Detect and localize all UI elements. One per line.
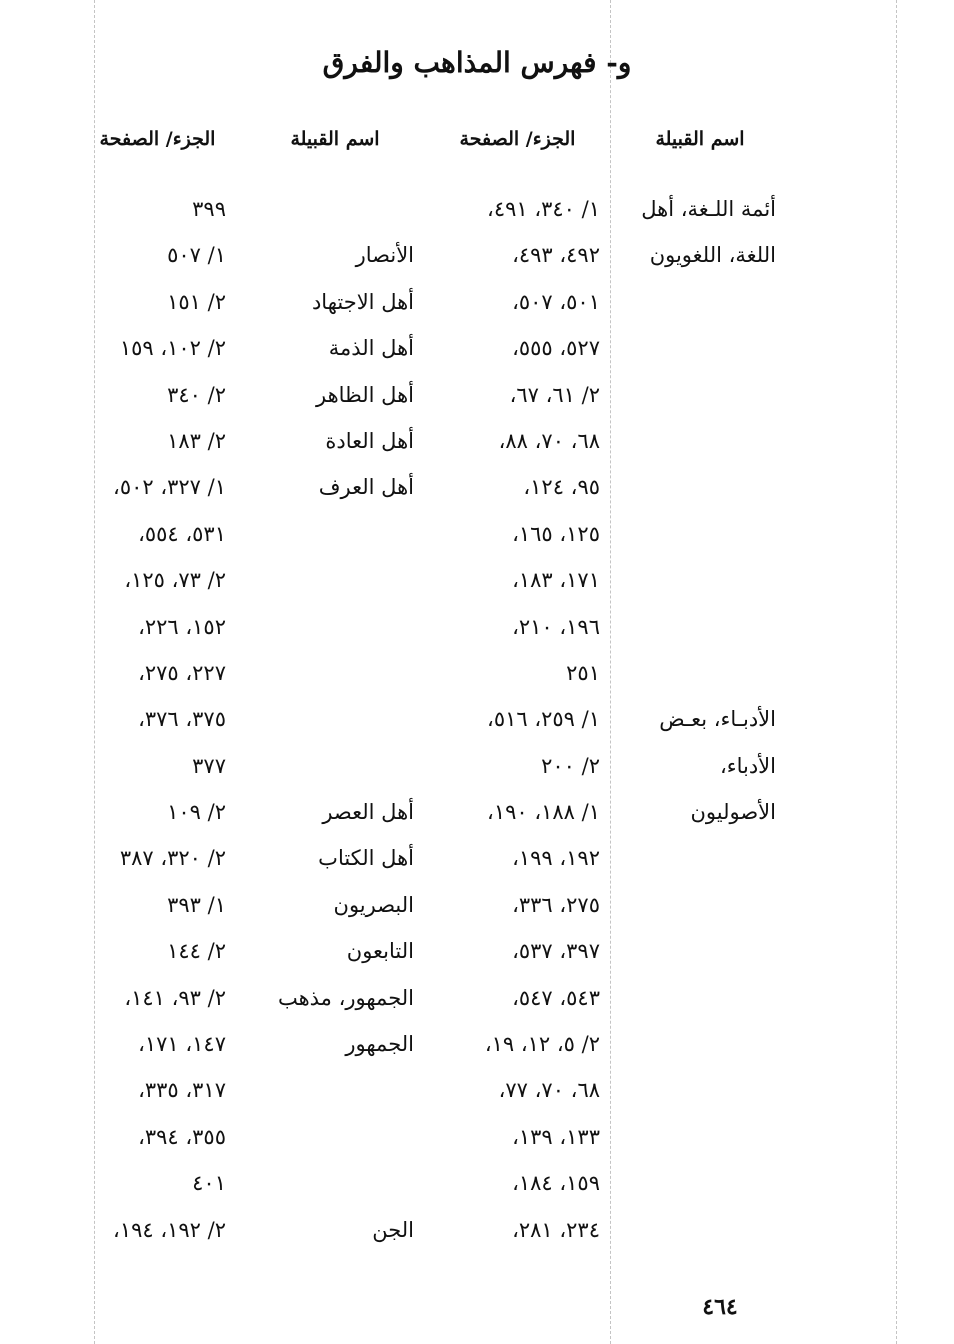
entry-pages-right: ٥٠١، ٥٠٧،: [512, 289, 600, 314]
entry-pages-right: ١/ ٣٤٠، ٤٩١،: [487, 197, 600, 221]
entry-pages-right: ٢/ ٥، ١٢، ١٩،: [484, 1032, 600, 1057]
entry-pages-right: ٢/ ٢٠٠: [541, 753, 600, 778]
header-right-page: الجزء/ الصفحة: [459, 128, 576, 150]
entry-pages-left: ٣٧٥، ٣٧٦،: [138, 707, 226, 732]
table-row: [0, 513, 954, 559]
entry-pages-left: ٢/ ٣٤٠: [167, 382, 226, 407]
entry-name-right: الأصوليون: [690, 800, 776, 825]
entry-pages-right: ٣٩٧، ٥٣٧،: [512, 939, 600, 964]
entry-pages-left: ٣١٧، ٣٣٥،: [138, 1078, 226, 1103]
entry-name-left: التابعون: [346, 939, 414, 964]
entry-pages-right: ٦٨، ٧٠، ٨٨،: [498, 428, 600, 453]
entry-pages-left: ٢/ ٧٣، ١٢٥،: [124, 568, 226, 593]
entry-pages-left: ٢/ ١٠٩: [167, 800, 226, 825]
entry-pages-right: ٢/ ٦١، ٦٧،: [509, 382, 600, 407]
entry-pages-left: ١٤٧، ١٧١،: [138, 1032, 226, 1057]
table-row: [0, 930, 954, 976]
page-title: و- فهرس المذاهب والفرق: [322, 46, 632, 79]
entry-pages-left: ١/ ٣٩٣: [167, 892, 226, 917]
entry-pages-right: ١/ ١٨٨، ١٩٠،: [487, 800, 600, 825]
entry-pages-right: ٤٩٢، ٤٩٣،: [512, 243, 600, 268]
table-row: [0, 234, 954, 280]
entry-pages-right: ٢٥١: [566, 660, 600, 685]
entry-pages-left: ١/ ٥٠٧: [167, 243, 226, 268]
entry-name-right: الأدباء،: [719, 753, 776, 778]
entry-name-left: أهل العرف: [318, 475, 414, 500]
entry-pages-right: ١٧١، ١٨٣،: [512, 568, 600, 593]
entry-pages-left: ٢/ ١٠٢، ١٥٩: [119, 336, 226, 361]
table-row: [0, 1116, 954, 1162]
entry-name-left: أهل العصر: [322, 800, 414, 825]
entry-name-left: الجن: [372, 1217, 414, 1242]
entry-name-left: الأنصار: [355, 243, 414, 268]
entry-pages-left: ٣٧٧: [192, 753, 226, 778]
entry-name-right: اللغة، اللغويون: [649, 243, 776, 268]
entry-pages-left: ٥٣١، ٥٥٤،: [138, 521, 226, 546]
table-header: [0, 128, 954, 158]
table-row: [0, 281, 954, 327]
table-row: [0, 745, 954, 791]
table-row: [0, 1209, 954, 1255]
entry-pages-right: ١٣٣، ١٣٩،: [512, 1124, 600, 1149]
table-row: [0, 420, 954, 466]
entry-name-left: الجمهور: [345, 1032, 414, 1057]
table-row: [0, 977, 954, 1023]
page-number: ٤٦٤: [702, 1294, 738, 1320]
table-row: [0, 698, 954, 744]
entry-pages-right: ٦٨، ٧٠، ٧٧،: [498, 1078, 600, 1103]
table-row: [0, 791, 954, 837]
entry-pages-right: ٥٢٧، ٥٥٥،: [512, 336, 600, 361]
table-row: [0, 606, 954, 652]
entry-pages-left: ٤٠١: [192, 1171, 226, 1196]
table-row: [0, 188, 954, 234]
table-row: [0, 1162, 954, 1208]
entry-pages-left: ٢/ ١٨٣: [167, 428, 226, 453]
entry-pages-right: ٩٥، ١٢٤،: [523, 475, 600, 500]
entry-pages-left: ٢/ ٣٢٠، ٣٨٧: [119, 846, 226, 871]
entry-pages-left: ٢/ ١٩٢، ١٩٤،: [113, 1217, 226, 1242]
entry-pages-right: ١/ ٢٥٩، ٥١٦،: [487, 707, 600, 732]
entry-name-left: أهل الذمة: [328, 336, 414, 361]
table-row: [0, 374, 954, 420]
entry-pages-right: ١٩٦، ٢١٠،: [512, 614, 600, 639]
entry-pages-right: ١٢٥، ١٦٥،: [512, 521, 600, 546]
entry-name-left: أهل الظاهر: [315, 382, 414, 407]
entry-pages-right: ١٥٩، ١٨٤،: [512, 1171, 600, 1196]
entry-pages-left: ٢٢٧، ٢٧٥،: [138, 660, 226, 685]
table-row: [0, 884, 954, 930]
entry-pages-right: ٢٧٥، ٣٣٦،: [512, 892, 600, 917]
entry-name-left: أهل الاجتهاد: [311, 289, 414, 314]
entry-name-left: أهل الكتاب: [318, 846, 414, 871]
entry-pages-left: ١/ ٣٢٧، ٥٠٢،: [113, 475, 226, 500]
table-row: [0, 327, 954, 373]
header-left-page: الجزء/ الصفحة: [99, 128, 216, 150]
entry-pages-left: ١٥٢، ٢٢٦،: [138, 614, 226, 639]
entry-pages-right: ٥٤٣، ٥٤٧،: [512, 985, 600, 1010]
entry-pages-left: ٣٩٩: [192, 197, 226, 221]
entry-pages-left: ٢/ ١٥١: [167, 289, 226, 314]
table-row: [0, 837, 954, 883]
table-row: [0, 652, 954, 698]
entry-name-left: أهل العادة: [325, 428, 414, 453]
table-row: [0, 1069, 954, 1115]
table-row: [0, 559, 954, 605]
entry-name-right: أئمة اللـغة، أهل: [641, 197, 776, 221]
entry-name-left: البصريون: [333, 892, 414, 917]
header-right-name: اسم القبيلة: [655, 128, 745, 150]
entry-pages-right: ٢٣٤، ٢٨١،: [512, 1217, 600, 1242]
entry-name-right: الأدبـاء، بعـض: [659, 707, 776, 732]
index-table: [0, 188, 954, 1255]
entry-pages-right: ١٩٢، ١٩٩،: [512, 846, 600, 871]
entry-pages-left: ٣٥٥، ٣٩٤،: [138, 1124, 226, 1149]
entry-pages-left: ٢/ ٩٣، ١٤١،: [124, 985, 226, 1010]
entry-name-left: الجمهور، مذهب: [277, 985, 414, 1010]
header-left-name: اسم القبيلة: [290, 128, 380, 150]
entry-pages-left: ٢/ ١٤٤: [167, 939, 226, 964]
table-row: [0, 466, 954, 512]
table-row: [0, 1023, 954, 1069]
